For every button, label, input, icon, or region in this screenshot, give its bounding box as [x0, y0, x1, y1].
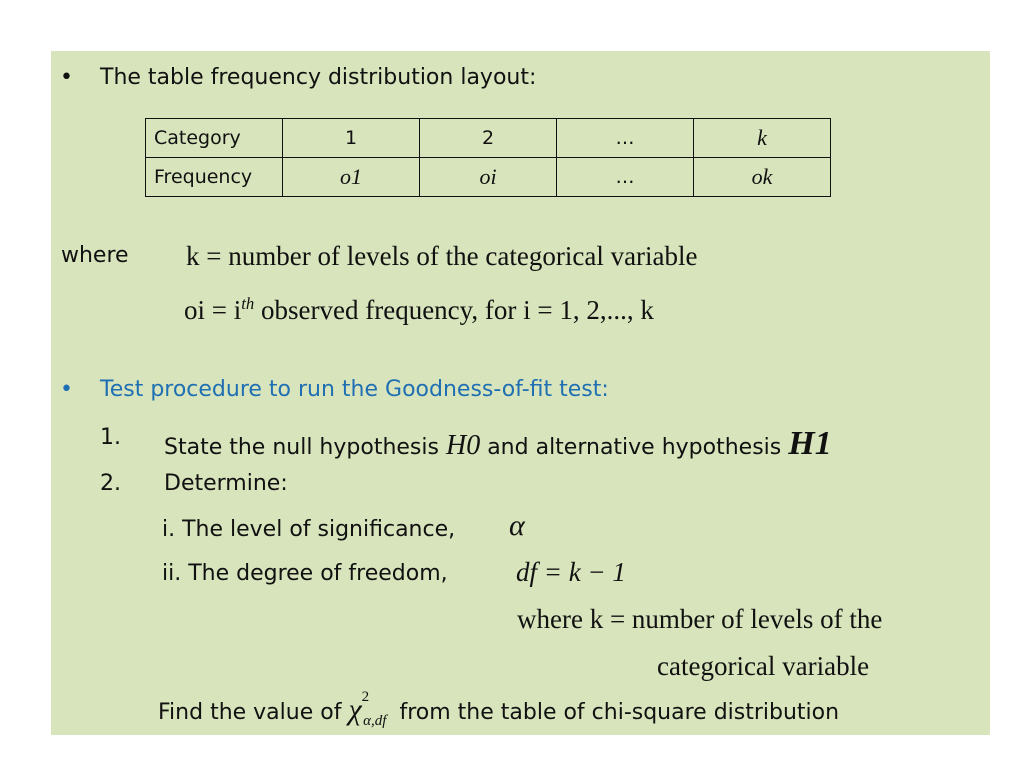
definition-oi-left: oi = i [184, 295, 242, 325]
table-cell: Frequency [146, 158, 283, 197]
step-1-text-mid: and alternative hypothesis [487, 435, 782, 460]
degree-of-freedom-text: ii. The degree of freedom, [162, 561, 448, 586]
table-row [146, 158, 831, 197]
where-k-line-2: categorical variable [657, 651, 870, 681]
table-cell-oi: oi [479, 164, 497, 189]
chi-superscript: 2 [361, 689, 370, 705]
definition-k: k = number of levels of the categorical variable [186, 241, 698, 271]
step-1-number: 1. [100, 425, 121, 450]
table-cell: 1 [283, 119, 420, 158]
chi-symbol: χ [348, 693, 362, 726]
table-cell [283, 158, 420, 197]
definition-oi [184, 294, 654, 326]
find-text-after: from the table of chi-square distribution [399, 700, 840, 725]
where-label: where [61, 243, 129, 268]
heading-test-procedure: Test procedure to run the Goodness-of-fit test: [100, 377, 609, 402]
bullet-marker-1: • [60, 65, 73, 90]
table-cell [420, 158, 557, 197]
table-cell-k: k [757, 125, 767, 150]
step-2-text: Determine: [164, 471, 288, 496]
table-cell: … [557, 119, 694, 158]
alternative-hypothesis-symbol: H1 [788, 425, 832, 462]
step-1-text [164, 425, 832, 463]
definition-oi-sup: th [241, 294, 255, 313]
table-cell [694, 158, 831, 197]
table-cell-o1: o1 [340, 164, 362, 189]
significance-level-text: i. The level of significance, [162, 517, 456, 542]
table-cell-ok: ok [751, 164, 773, 189]
heading-frequency-layout: The table frequency distribution layout: [100, 65, 537, 90]
frequency-table [145, 118, 831, 197]
where-k-line-1: where k = number of levels of the [517, 604, 883, 634]
slide [51, 51, 990, 735]
table-cell: … [557, 158, 694, 197]
table-cell: 2 [420, 119, 557, 158]
step-1-text-before: State the null hypothesis [164, 435, 439, 460]
bullet-marker-2: • [60, 377, 73, 402]
step-2-number: 2. [100, 471, 121, 496]
table-row [146, 119, 831, 158]
chi-subscript: α,df [363, 713, 387, 729]
definition-oi-right: observed frequency, for i = 1, 2,..., k [261, 295, 654, 325]
table-cell [694, 119, 831, 158]
null-hypothesis-symbol: H0 [445, 430, 481, 461]
alpha-symbol: α [509, 509, 525, 542]
find-chi-square-text [158, 689, 840, 729]
table-cell: Category [146, 119, 283, 158]
df-formula: df = k − 1 [516, 557, 626, 587]
find-text-before: Find the value of [158, 700, 342, 725]
